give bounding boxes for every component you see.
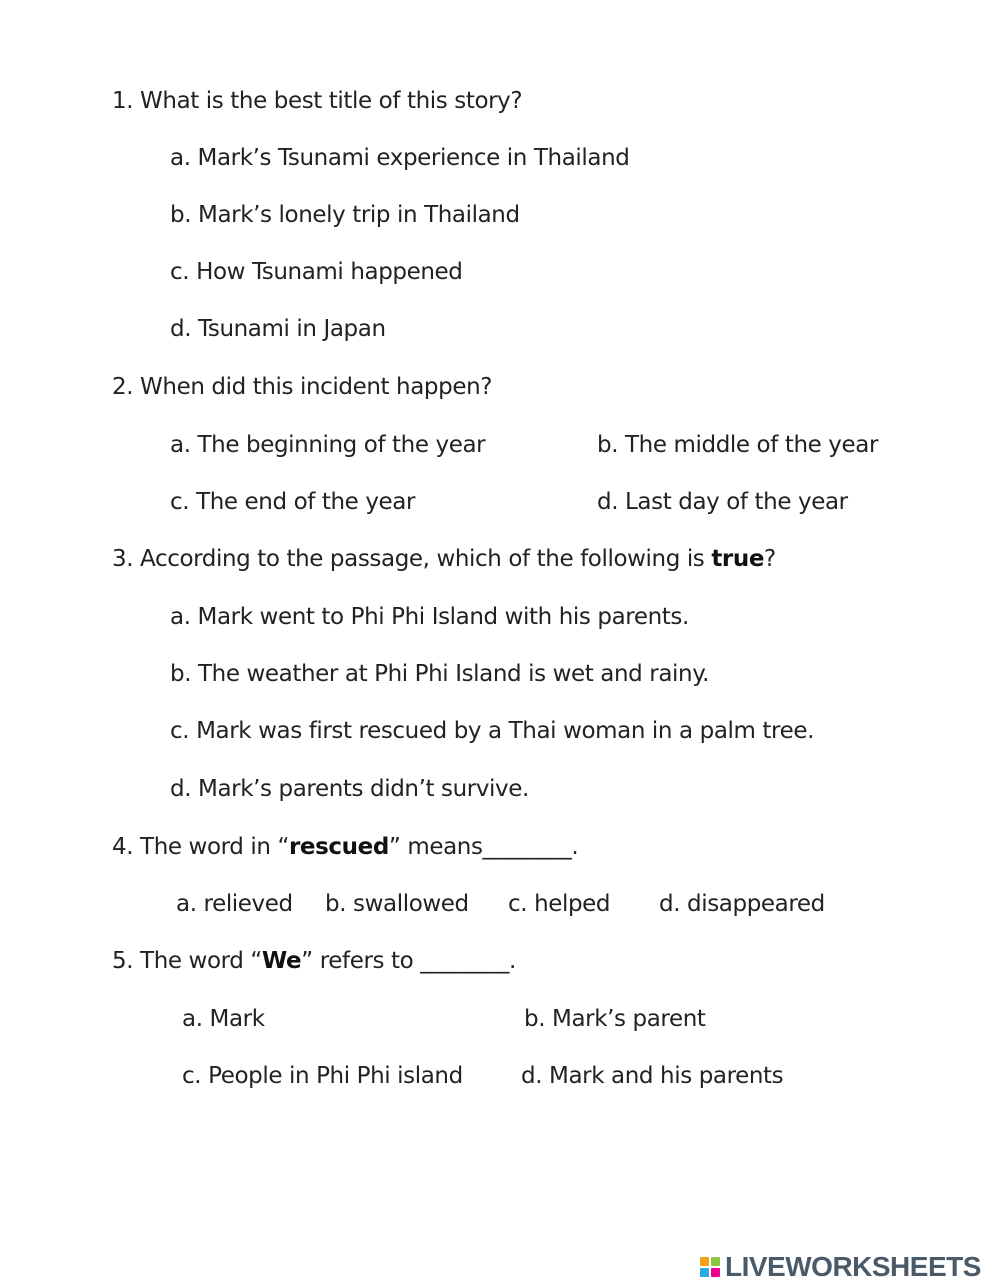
q5-prompt-keyword: We — [261, 948, 302, 974]
q5-prompt-text: 5. The word “ — [112, 948, 262, 974]
q2-option-a[interactable]: a. The beginning of the year — [170, 432, 486, 458]
q3-option-a[interactable]: a. Mark went to Phi Phi Island with his parents. — [170, 604, 689, 630]
q5-option-c[interactable]: c. People in Phi Phi island — [182, 1063, 463, 1089]
q3-option-b[interactable]: b. The weather at Phi Phi Island is wet and rainy. — [170, 661, 710, 687]
q4-option-a[interactable]: a. relieved — [176, 891, 293, 917]
q4-prompt-keyword: rescued — [288, 834, 389, 860]
question-4-prompt — [112, 832, 578, 862]
question-2-prompt: 2. When did this incident happen? — [112, 374, 493, 400]
q1-option-c[interactable]: c. How Tsunami happened — [170, 259, 463, 285]
q5-option-a[interactable]: a. Mark — [182, 1006, 265, 1032]
question-1-prompt: 1. What is the best title of this story? — [112, 88, 523, 114]
q3-prompt-keyword: true — [711, 546, 765, 572]
q4-option-c[interactable]: c. helped — [508, 891, 611, 917]
logo-square-1 — [700, 1257, 709, 1266]
logo-grid-icon — [700, 1257, 720, 1277]
question-5-prompt — [112, 946, 516, 976]
q3-option-c[interactable]: c. Mark was first rescued by a Thai woman in a palm tree. — [170, 718, 814, 744]
q4-option-d[interactable]: d. disappeared — [659, 891, 825, 917]
q2-option-c[interactable]: c. The end of the year — [170, 489, 416, 515]
q3-prompt-end: ? — [764, 546, 776, 572]
q3-option-d[interactable]: d. Mark’s parents didn’t survive. — [170, 776, 529, 802]
q4-prompt-end: ” means________. — [388, 834, 579, 860]
logo-square-3 — [700, 1268, 709, 1277]
question-3-prompt — [112, 544, 776, 574]
q1-option-a[interactable]: a. Mark’s Tsunami experience in Thailand — [170, 145, 630, 171]
q5-option-d[interactable]: d. Mark and his parents — [521, 1063, 784, 1089]
logo-square-2 — [711, 1257, 720, 1266]
q1-option-d[interactable]: d. Tsunami in Japan — [170, 316, 386, 342]
logo-square-4 — [711, 1268, 720, 1277]
logo-text: LIVEWORKSHEETS — [725, 1251, 981, 1282]
q2-option-b[interactable]: b. The middle of the year — [597, 432, 879, 458]
q4-prompt-text: 4. The word in “ — [112, 834, 289, 860]
liveworksheets-logo — [700, 1252, 981, 1282]
q4-option-b[interactable]: b. swallowed — [325, 891, 469, 917]
q5-prompt-end: ” refers to ________. — [301, 948, 516, 974]
q2-option-d[interactable]: d. Last day of the year — [597, 489, 848, 515]
q5-option-b[interactable]: b. Mark’s parent — [524, 1006, 706, 1032]
q3-prompt-text: 3. According to the passage, which of the following is — [112, 546, 712, 572]
q1-option-b[interactable]: b. Mark’s lonely trip in Thailand — [170, 202, 520, 228]
